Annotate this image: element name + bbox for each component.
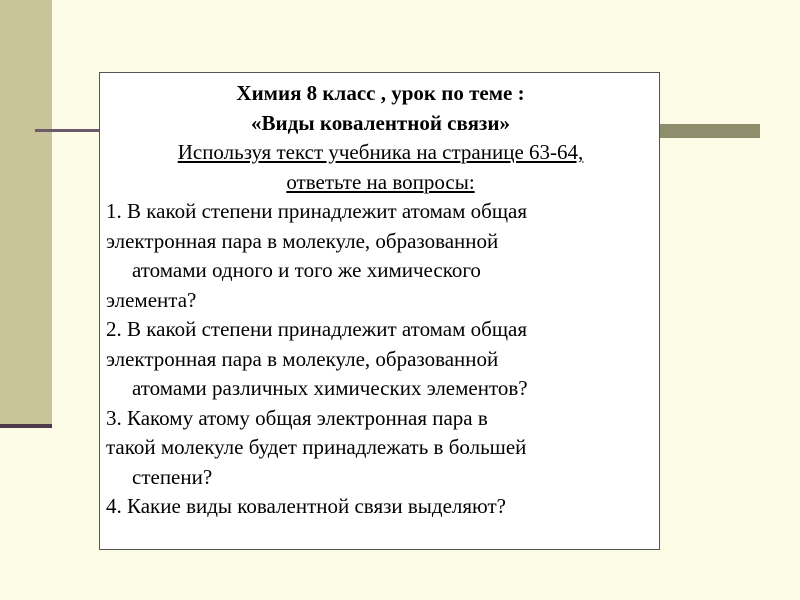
question-3-line-1: 3. Какому атому общая электронная пара в [106,405,488,430]
instruction-line-1: Используя текст учебника на странице 63-64, [177,140,584,164]
question-2-line-2: электронная пара в молекуле, образованной [106,346,499,371]
question-1-line-1: 1. В какой степени принадлежит атомам общая [106,199,528,223]
question-2-line-3: атомами различных химических элементов? [132,376,528,400]
question-3 [106,404,655,493]
question-3-line-2: такой молекуле будет принадлежать в большей [106,435,527,459]
lesson-title-line-1: Химия 8 класс , урок по теме : [236,81,525,105]
lesson-text-box [99,72,660,550]
question-4 [106,492,655,522]
question-3-line-3: степени? [132,464,213,489]
question-2-line-1: 2. В какой степени принадлежит атомам общая [106,317,528,341]
question-1 [106,197,655,315]
instruction-line-2: ответьте на вопросы: [286,169,475,194]
question-4-line-1: 4. Какие виды ковалентной связи выделяют? [106,494,506,518]
lesson-title-line-2: «Виды ковалентной связи» [251,110,510,135]
left-decorative-band [0,0,52,428]
left-band-underline [0,424,52,428]
question-2 [106,315,655,404]
question-1-line-2: электронная пара в молекуле, образованной [106,228,499,253]
question-1-line-3: атомами одного и того же химического [132,258,481,282]
question-1-line-4: элемента? [106,287,197,312]
